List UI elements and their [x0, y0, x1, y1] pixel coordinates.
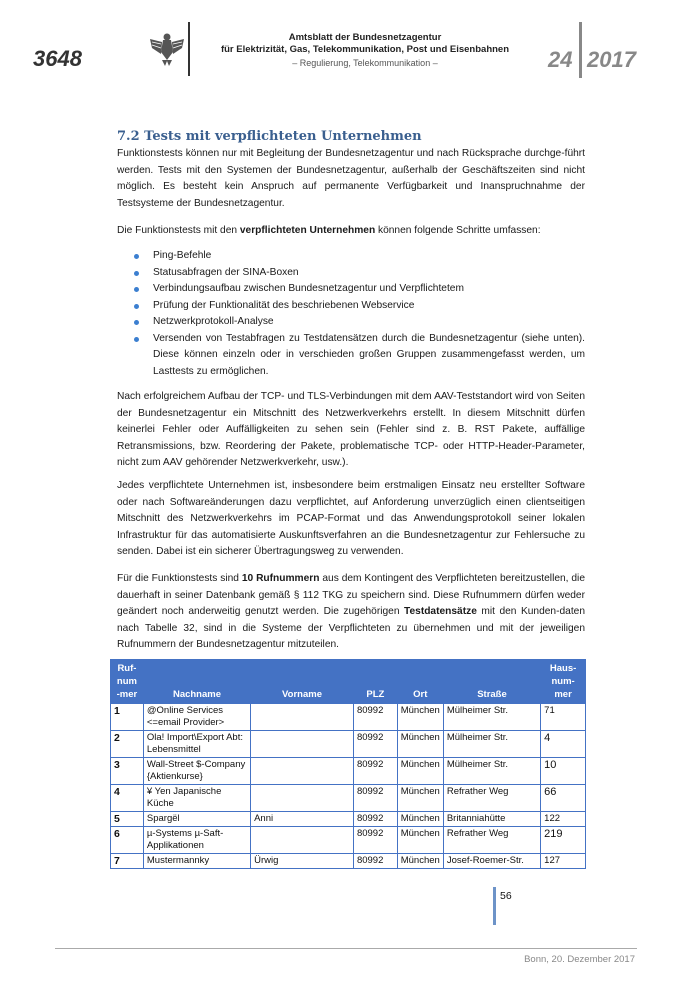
- list-item: [117, 314, 585, 331]
- bullet-icon: [134, 320, 139, 325]
- issue-divider: [579, 22, 582, 78]
- table-cell-strasse: Refrather Weg: [443, 827, 540, 854]
- bullet-icon: [134, 337, 139, 342]
- header-title-line1: Amtsblatt der Bundesnetzagentur: [288, 32, 442, 43]
- paragraph-4: Jedes verpflichtete Unternehmen ist, insbesondere beim erstmaligen Einsatz neu erstellter Software oder nach Softwareänderungen dazu verpflichtet, auf Anforderung unverzüglich einen clientseitigen Mitschnitt des Netzwerkverkehrs im PCAP-Format und das Anwendungsprotokoll seiner lokalen Infrastruktur für das automatisierte Auskunftsverfahren an die Bundesnetzagentur zur Fehlersuche zu senden. Dabei ist ein sicherer Übertragungsweg zu verwenden.: [117, 480, 585, 557]
- header-rule: [188, 22, 190, 76]
- table-cell-plz: 80992: [353, 827, 397, 854]
- list-item-text: Ping-Befehle: [153, 250, 212, 261]
- table-cell-nr: 4: [111, 785, 144, 812]
- paragraph-1: Funktionstests können nur mit Begleitung der Bundesnetzagentur und nach Rücksprache durchge-führt werden. Tests mit den Systemen der Bundesnetzagentur, außerhalb der Geschäftszeiten sind nicht möglich. Es besteht kein Anspruch auf permanente Verfügbarkeit und Inanspruchnahme der Testsysteme der Bundesnetzagentur.: [117, 148, 585, 209]
- table-cell-vorname: Ürwig: [251, 854, 354, 869]
- table-cell-hausnr: 4: [541, 731, 586, 758]
- footer-divider: [55, 948, 637, 949]
- table-row: [111, 731, 586, 758]
- bullet-icon: [134, 271, 139, 276]
- p5-text-a: Für die Funktionstests sind: [117, 573, 242, 584]
- header-title: [200, 32, 530, 56]
- list-item: [117, 331, 585, 381]
- table-cell-plz: 80992: [353, 731, 397, 758]
- table-header-row: [111, 660, 586, 704]
- table-cell-nachname: Ola! Import\Export Abt: Lebensmittel: [143, 731, 250, 758]
- step-list: [117, 248, 585, 380]
- header-subtitle: – Regulierung, Telekommunikation –: [292, 58, 438, 68]
- header-line: -mer: [116, 689, 138, 700]
- header-title-line2: für Elektrizität, Gas, Telekommunikation, Post und Eisenbahnen: [220, 44, 510, 55]
- table-cell-strasse: Britanniahütte: [443, 812, 540, 827]
- paragraph-2: [117, 223, 585, 240]
- p5-bold-b: Testdatensätze: [404, 606, 477, 617]
- table-row: [111, 854, 586, 869]
- p2-bold: verpflichteten Unternehmen: [239, 225, 376, 236]
- table-cell-nachname: Spargël: [143, 812, 250, 827]
- list-item-text: Versenden von Testabfragen zu Testdatensätzen durch die Bundesnetzagentur (siehe unten). Diese können einzeln oder in verschieden großen Gruppen zusammengefasst werden, um Lasttests zu ermöglichen.: [153, 332, 585, 377]
- table-cell-strasse: Refrather Weg: [443, 785, 540, 812]
- header-line: num-: [551, 676, 575, 687]
- list-item-text: Netzwerkprotokoll-Analyse: [153, 316, 274, 327]
- table-cell-vorname: [251, 758, 354, 785]
- header-line: Ruf-: [117, 663, 137, 674]
- table-row: [111, 785, 586, 812]
- header-line: num: [116, 676, 137, 687]
- table-cell-nachname: Wall-Street $-Company {Aktienkurse}: [143, 758, 250, 785]
- table-cell-ort: München: [397, 854, 443, 869]
- p2-text-b: können folgende Schritte umfassen:: [375, 225, 541, 236]
- table-cell-ort: München: [397, 704, 443, 731]
- header-hausnummer: [541, 660, 586, 704]
- p5-text-b: aus dem Kontingent des Verpflichteten bereitzustellen, die dauerhaft in seiner Datenbank gemäß § 112 TKG zu speichern sind. Diese Rufnummern dürfen weder geändert noch anderweitig genutzt werden. Die zugehörigen: [117, 573, 585, 617]
- table-cell-nr: 2: [111, 731, 144, 758]
- table-row: [111, 704, 586, 731]
- table-cell-strasse: Mülheimer Str.: [443, 731, 540, 758]
- header-line: Haus-: [549, 663, 577, 674]
- table-cell-hausnr: 219: [541, 827, 586, 854]
- p2-text-a: Die Funktionstests mit den: [117, 225, 240, 236]
- table-cell-plz: 80992: [353, 812, 397, 827]
- table-cell-nachname: µ-Systems µ-Saft-Applikationen: [143, 827, 250, 854]
- table-cell-vorname: [251, 827, 354, 854]
- list-item-text: Verbindungsaufbau zwischen Bundesnetzagentur und Verpflichtetem: [153, 283, 464, 294]
- table-cell-hausnr: 71: [541, 704, 586, 731]
- table-cell-ort: München: [397, 731, 443, 758]
- table-cell-plz: 80992: [353, 854, 397, 869]
- table-cell-vorname: [251, 785, 354, 812]
- table-cell-plz: 80992: [353, 785, 397, 812]
- paragraph-5: [117, 571, 585, 654]
- table-cell-hausnr: 127: [541, 854, 586, 869]
- paragraph-3: Nach erfolgreichem Aufbau der TCP- und TLS-Verbindungen mit dem AAV-Teststandort wird von Seiten der Bundesnetzagentur ein Mitschnitt des Netzwerkverkehrs erstellt. In diesem Mitschnitt dürfen keinerlei Fehler oder Auffälligkeiten zu sehen sein (Fehler sind z. B. RST Pakete, auffällige Retransmissions, bzw. Reordering der Pakete, problematische TCP- oder HTTP-Header-Parameter, nicht zum AAV gehörender Netzwerkverkehr, usw.).: [117, 391, 585, 468]
- test-data-table: [110, 659, 586, 869]
- list-item: [117, 265, 585, 282]
- federal-eagle-icon: [148, 30, 186, 68]
- header-vorname: Vorname: [251, 660, 354, 704]
- table-row: [111, 758, 586, 785]
- table-row: [111, 827, 586, 854]
- issue-number: 3648: [33, 46, 82, 71]
- table-body: [111, 704, 586, 869]
- table-cell-plz: 80992: [353, 704, 397, 731]
- table-cell-strasse: Mülheimer Str.: [443, 704, 540, 731]
- table-cell-strasse: Mülheimer Str.: [443, 758, 540, 785]
- table-cell-plz: 80992: [353, 758, 397, 785]
- bullet-icon: [134, 254, 139, 259]
- table-cell-nr: 6: [111, 827, 144, 854]
- table-cell-nr: 7: [111, 854, 144, 869]
- page-number-rule: [493, 887, 496, 925]
- list-item: [117, 298, 585, 315]
- table-cell-nr: 1: [111, 704, 144, 731]
- header-line: mer: [554, 689, 572, 700]
- header-nachname: Nachname: [143, 660, 250, 704]
- table-cell-ort: München: [397, 827, 443, 854]
- table-cell-vorname: [251, 731, 354, 758]
- header-rufnummer: [111, 660, 144, 704]
- header-plz: PLZ: [353, 660, 397, 704]
- issue-day: 24: [548, 47, 573, 72]
- header-strasse: Straße: [443, 660, 540, 704]
- table-cell-nachname: Mustermannky: [143, 854, 250, 869]
- table-cell-nachname: @Online Services <=email Provider>: [143, 704, 250, 731]
- page-number: 56: [500, 890, 512, 902]
- table-cell-ort: München: [397, 758, 443, 785]
- table-cell-hausnr: 66: [541, 785, 586, 812]
- issue-year: 2017: [587, 47, 636, 72]
- table-cell-vorname: Anni: [251, 812, 354, 827]
- list-item: [117, 281, 585, 298]
- header-ort: Ort: [397, 660, 443, 704]
- table-cell-ort: München: [397, 812, 443, 827]
- table-cell-nr: 5: [111, 812, 144, 827]
- p5-text-c: mit den Kunden-daten nach Tabelle 32, sind in die Systeme der Verpflichteten zu übernehmen und mit der jeweiligen Rufnummern der Bundesnetzagentur mitzuteilen.: [117, 606, 585, 650]
- table-cell-ort: München: [397, 785, 443, 812]
- table-cell-nr: 3: [111, 758, 144, 785]
- footer-date: Bonn, 20. Dezember 2017: [524, 954, 635, 965]
- table-cell-hausnr: 10: [541, 758, 586, 785]
- bullet-icon: [134, 304, 139, 309]
- table-cell-strasse: Josef-Roemer-Str.: [443, 854, 540, 869]
- table-row: [111, 812, 586, 827]
- table-cell-nachname: ¥ Yen Japanische Küche: [143, 785, 250, 812]
- table-cell-hausnr: 122: [541, 812, 586, 827]
- table-cell-vorname: [251, 704, 354, 731]
- list-item: [117, 248, 585, 265]
- p5-bold-a: 10 Rufnummern: [241, 573, 320, 584]
- bullet-icon: [134, 287, 139, 292]
- list-item-text: Statusabfragen der SINA-Boxen: [153, 266, 299, 278]
- section-heading: 7.2 Tests mit verpflichteten Unternehmen: [117, 129, 422, 144]
- list-item-text: Prüfung der Funktionalität des beschriebenen Webservice: [153, 299, 415, 311]
